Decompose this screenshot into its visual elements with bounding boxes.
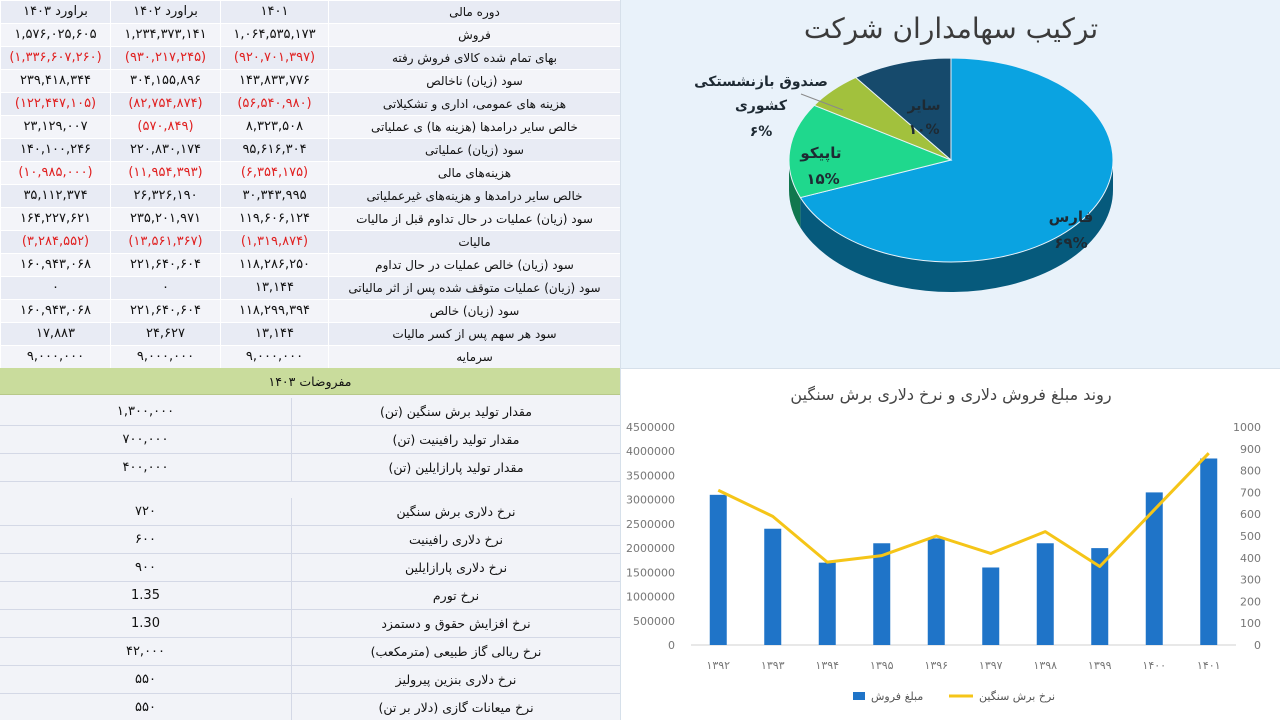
header-1401: ۱۴۰۱ <box>221 1 329 24</box>
assumption-row <box>0 610 620 638</box>
cell-1401: ۸,۳۲۳,۵۰۸ <box>221 116 329 139</box>
assumption-label: نرخ افزایش حقوق و دستمزد <box>381 616 531 631</box>
x-axis-tick: ۱۳۹۷ <box>978 659 1003 672</box>
table-row <box>1 139 621 162</box>
cell-1402: (۹۳۰,۲۱۷,۲۴۵) <box>111 47 221 70</box>
right-axis-tick: 500 <box>1240 530 1261 543</box>
x-axis-tick: ۱۳۹۶ <box>924 659 949 672</box>
bar-6 <box>1037 543 1054 645</box>
row-label: مالیات <box>329 231 621 254</box>
table-row <box>1 47 621 70</box>
pie-label-fars: فارس <box>1048 208 1094 226</box>
assumption-value: ۷۲۰ <box>0 498 292 526</box>
legend-label-bar: مبلغ فروش <box>871 690 924 703</box>
left-axis-tick: 4000000 <box>626 445 675 459</box>
pie-label-other: سایر <box>907 98 941 114</box>
table-row <box>1 254 621 277</box>
right-axis-tick: 100 <box>1240 617 1261 631</box>
cell-1402: ۰ <box>111 277 221 300</box>
cell-1403: ۰ <box>1 277 111 300</box>
cell-1402: ۲۶,۳۲۶,۱۹۰ <box>111 185 221 208</box>
row-label: خالص سایر درامدها (هزینه ها) ی عملیاتی <box>329 116 621 139</box>
row-label: سرمایه <box>329 346 621 369</box>
bar-5 <box>982 567 999 645</box>
x-axis-tick: ۱۳۹۳ <box>760 659 785 672</box>
left-axis-tick: 2000000 <box>626 542 675 556</box>
assumption-row <box>0 694 620 720</box>
assumption-row <box>0 526 620 554</box>
cell-1402: (۱۱,۹۵۴,۳۹۳) <box>111 162 221 185</box>
pie-label-tapiko: تاپیکو <box>800 144 842 162</box>
header-1403: ۱۴۰۳ براورد <box>1 1 111 24</box>
right-axis-tick: 400 <box>1240 551 1261 565</box>
line-series <box>718 453 1209 566</box>
pie-label-pension: صندوق بازنشستکی <box>694 74 828 90</box>
table-row <box>1 277 621 300</box>
assumption-value: ۶۰۰ <box>0 526 292 554</box>
row-label: فروش <box>329 24 621 47</box>
assumption-value: ۵۵۰ <box>0 694 292 720</box>
bar-3 <box>873 543 890 645</box>
table-row <box>1 300 621 323</box>
x-axis-tick: ۱۳۹۹ <box>1087 659 1112 672</box>
cell-1403: (۱,۳۳۶,۶۰۷,۲۶۰) <box>1 47 111 70</box>
left-axis-tick: 1500000 <box>626 566 675 580</box>
cell-1401: (۵۶,۵۴۰,۹۸۰) <box>221 93 329 116</box>
cell-1402: (۸۲,۷۵۴,۸۷۴) <box>111 93 221 116</box>
row-label: خالص سایر درامدها و هزینه‌های غیرعملیاتی <box>329 185 621 208</box>
assumption-row <box>0 554 620 582</box>
assumption-label: نرخ تورم <box>432 588 480 603</box>
bar-0 <box>710 495 727 645</box>
assumption-value: ۴۰۰,۰۰۰ <box>0 454 292 482</box>
assumptions-title: مفروضات ۱۴۰۳ <box>0 368 620 395</box>
row-label: سود (زیان) عملیات در حال تداوم قبل از مالیات <box>329 208 621 231</box>
right-axis-tick: 1000 <box>1233 421 1261 434</box>
table-header-row <box>1 1 621 24</box>
header-period: دوره مالی <box>329 1 621 24</box>
cell-1403: ۳۵,۱۱۲,۳۷۴ <box>1 185 111 208</box>
cell-1403: ۱,۵۷۶,۰۲۵,۶۰۵ <box>1 24 111 47</box>
cell-1401: ۱۴۳,۸۳۳,۷۷۶ <box>221 70 329 93</box>
table-row <box>1 323 621 346</box>
bar-4 <box>928 538 945 645</box>
cell-1402: ۲۴,۶۲۷ <box>111 323 221 346</box>
cell-1401: ۱۱۸,۲۹۹,۳۹۴ <box>221 300 329 323</box>
left-axis-tick: 4500000 <box>626 421 675 434</box>
bar-2 <box>819 563 836 645</box>
legend-swatch-bar <box>853 692 865 700</box>
cell-1401: (۹۲۰,۷۰۱,۳۹۷) <box>221 47 329 70</box>
assumption-value: ۹۰۰ <box>0 554 292 582</box>
table-row <box>1 346 621 369</box>
cell-1403: (۱۲۲,۴۴۷,۱۰۵) <box>1 93 111 116</box>
assumption-label: نرخ دلاری رافینیت <box>409 532 503 547</box>
left-axis-tick: 0 <box>668 639 675 652</box>
cell-1403: ۱۴۰,۱۰۰,۲۴۶ <box>1 139 111 162</box>
assumption-value: 1.35 <box>0 582 292 610</box>
assumption-row <box>0 498 620 526</box>
row-label: سود (زیان) خالص <box>329 300 621 323</box>
assumption-row <box>0 638 620 666</box>
assumption-label: مقدار تولید رافینیت (تن) <box>392 432 520 447</box>
x-axis-tick: ۱۳۹۴ <box>815 659 840 672</box>
assumption-row <box>0 426 620 454</box>
row-label: سود (زیان) عملیاتی <box>329 139 621 162</box>
x-axis-tick: ۱۳۹۲ <box>706 659 731 672</box>
cell-1401: ۳۰,۳۴۳,۹۹۵ <box>221 185 329 208</box>
shareholders-pie-chart <box>621 0 1280 368</box>
pie-pct-tapiko: ۱۵% <box>806 170 840 188</box>
cell-1402: ۲۲۰,۸۳۰,۱۷۴ <box>111 139 221 162</box>
pie-label-pension-2: کشوری <box>734 98 788 114</box>
assumption-value: ۴۲,۰۰۰ <box>0 638 292 666</box>
cell-1403: ۱۶۰,۹۴۳,۰۶۸ <box>1 254 111 277</box>
cell-1401: (۱,۳۱۹,۸۷۴) <box>221 231 329 254</box>
table-row <box>1 162 621 185</box>
shareholders-pie-panel <box>620 0 1280 368</box>
row-label: سود (زیان) عملیات متوقف شده پس از اثر مالیاتی <box>329 277 621 300</box>
cell-1403: ۱۶۰,۹۴۳,۰۶۸ <box>1 300 111 323</box>
table-row <box>1 208 621 231</box>
left-axis-tick: 1000000 <box>626 590 675 604</box>
right-axis-tick: 700 <box>1240 486 1261 500</box>
cell-1401: ۹۵,۶۱۶,۳۰۴ <box>221 139 329 162</box>
row-label: سود (زیان) خالص عملیات در حال تداوم <box>329 254 621 277</box>
cell-1401: ۱۱۹,۶۰۶,۱۲۴ <box>221 208 329 231</box>
right-axis-tick: 300 <box>1240 573 1261 587</box>
table-row <box>1 116 621 139</box>
cell-1403: ۲۳۹,۴۱۸,۳۴۴ <box>1 70 111 93</box>
cell-1402: ۹,۰۰۰,۰۰۰ <box>111 346 221 369</box>
assumption-value: ۷۰۰,۰۰۰ <box>0 426 292 454</box>
cell-1402: (۱۳,۵۶۱,۳۶۷) <box>111 231 221 254</box>
cell-1401: ۱۱۸,۲۸۶,۲۵۰ <box>221 254 329 277</box>
cell-1403: (۱۰,۹۸۵,۰۰۰) <box>1 162 111 185</box>
assumption-label: مقدار تولید برش سنگین (تن) <box>380 404 532 419</box>
cell-1402: ۲۳۵,۲۰۱,۹۷۱ <box>111 208 221 231</box>
cell-1402: ۳۰۴,۱۵۵,۸۹۶ <box>111 70 221 93</box>
legend-label-line: نرخ برش سنگین <box>979 690 1056 703</box>
pie-pct-pension: ۶% <box>749 124 773 140</box>
right-axis-tick: 200 <box>1240 595 1261 609</box>
cell-1402: ۱,۲۳۴,۳۷۳,۱۴۱ <box>111 24 221 47</box>
cell-1403: ۱۶۴,۲۲۷,۶۲۱ <box>1 208 111 231</box>
right-axis-tick: 900 <box>1240 442 1261 456</box>
bar-chart-title: روند مبلغ فروش دلاری و نرخ دلاری برش سنگین <box>790 385 1112 404</box>
assumption-value: ۱,۳۰۰,۰۰۰ <box>0 398 292 426</box>
right-axis-tick: 600 <box>1240 508 1261 522</box>
assumption-row <box>0 666 620 694</box>
x-axis-tick: ۱۴۰۱ <box>1196 659 1221 672</box>
left-axis-tick: 500000 <box>633 614 675 628</box>
assumption-value: ۵۵۰ <box>0 666 292 694</box>
x-axis-tick: ۱۳۹۸ <box>1033 659 1058 672</box>
bar-1 <box>764 529 781 645</box>
sales-trend-chart <box>621 369 1280 720</box>
cell-1401: ۱۳,۱۴۴ <box>221 323 329 346</box>
right-axis-tick: 0 <box>1254 639 1261 652</box>
table-row <box>1 70 621 93</box>
table-row <box>1 93 621 116</box>
assumptions-panel <box>0 368 620 720</box>
right-axis-tick: 800 <box>1240 464 1261 478</box>
assumption-label: نرخ دلاری بنزین پیرولیز <box>395 672 517 687</box>
table-row <box>1 24 621 47</box>
row-label: سود (زیان) ناخالص <box>329 70 621 93</box>
cell-1402: ۲۲۱,۶۴۰,۶۰۴ <box>111 300 221 323</box>
table-row <box>1 231 621 254</box>
x-axis-tick: ۱۳۹۵ <box>869 659 894 672</box>
left-axis-tick: 3500000 <box>626 469 675 483</box>
financial-statement-table <box>0 0 621 369</box>
cell-1403: ۹,۰۰۰,۰۰۰ <box>1 346 111 369</box>
assumption-label: نرخ میعانات گازی (دلار بر تن) <box>378 700 534 715</box>
assumption-value: 1.30 <box>0 610 292 638</box>
sales-trend-panel <box>620 368 1280 720</box>
cell-1401: ۹,۰۰۰,۰۰۰ <box>221 346 329 369</box>
row-label: سود هر سهم پس از کسر مالیات <box>329 323 621 346</box>
cell-1402: (۵۷۰,۸۴۹) <box>111 116 221 139</box>
row-label: هزینه‌های مالی <box>329 162 621 185</box>
assumption-row <box>0 398 620 426</box>
cell-1403: (۳,۲۸۴,۵۵۲) <box>1 231 111 254</box>
assumption-label: نرخ ریالی گاز طبیعی (مترمکعب) <box>370 644 542 659</box>
bar-9 <box>1200 458 1217 645</box>
cell-1402: ۲۲۱,۶۴۰,۶۰۴ <box>111 254 221 277</box>
assumption-row <box>0 454 620 482</box>
cell-1401: (۶,۳۵۴,۱۷۵) <box>221 162 329 185</box>
row-label: هزینه های عمومی، اداری و تشکیلاتی <box>329 93 621 116</box>
cell-1401: ۱۳,۱۴۴ <box>221 277 329 300</box>
pie-pct-fars: ۶۹% <box>1054 234 1088 252</box>
cell-1403: ۲۳,۱۲۹,۰۰۷ <box>1 116 111 139</box>
assumption-label: نرخ دلاری برش سنگین <box>396 504 516 519</box>
pie-chart-title: ترکیب سهامداران شرکت <box>803 12 1099 45</box>
left-axis-tick: 3000000 <box>626 493 675 507</box>
pie-pct-other: ۱۰% <box>908 122 940 138</box>
table-row <box>1 185 621 208</box>
cell-1401: ۱,۰۶۴,۵۳۵,۱۷۳ <box>221 24 329 47</box>
assumption-label: مقدار تولید پارازایلین (تن) <box>388 460 524 475</box>
assumption-label: نرخ دلاری پارازایلین <box>404 560 508 575</box>
cell-1403: ۱۷,۸۸۳ <box>1 323 111 346</box>
assumption-row <box>0 582 620 610</box>
header-1402: ۱۴۰۲ براورد <box>111 1 221 24</box>
row-label: بهای تمام شده کالای فروش رفته <box>329 47 621 70</box>
left-axis-tick: 2500000 <box>626 517 675 531</box>
x-axis-tick: ۱۴۰۰ <box>1142 659 1167 672</box>
